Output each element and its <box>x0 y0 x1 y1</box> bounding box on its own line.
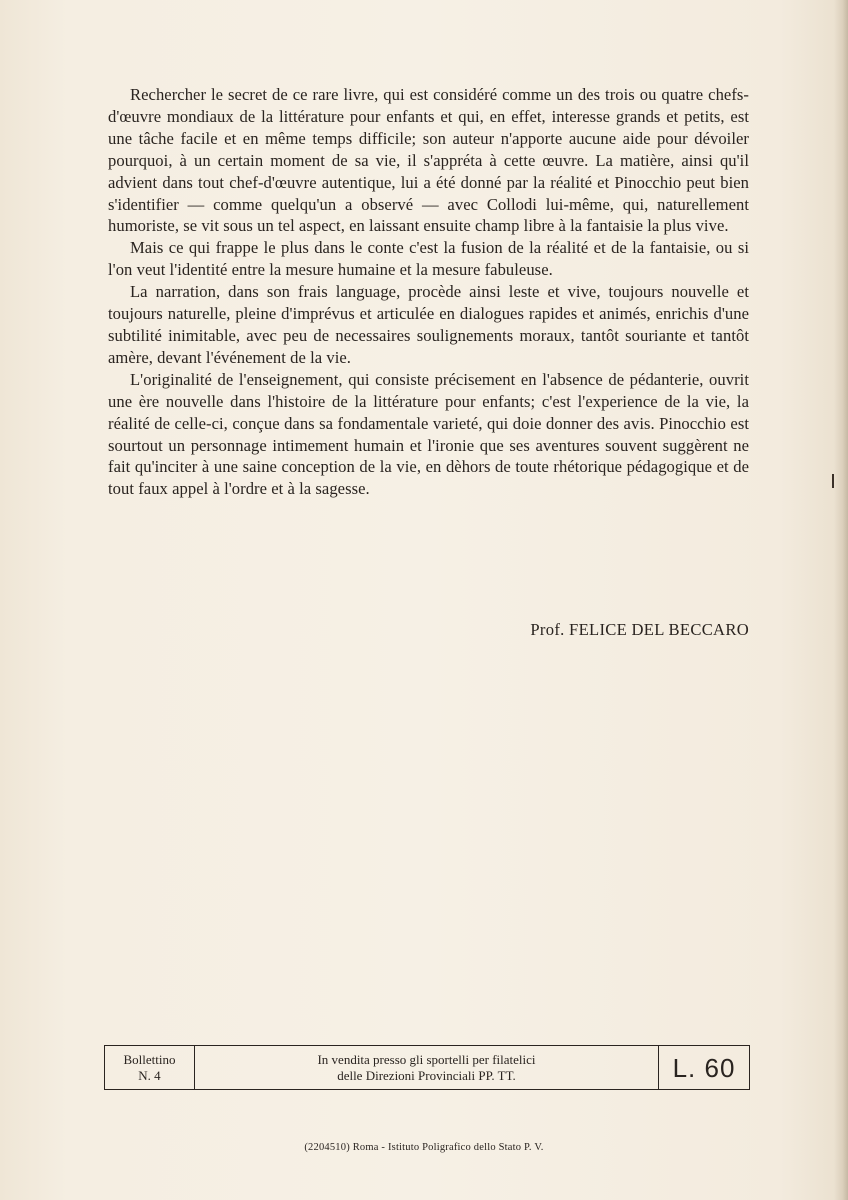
price-cell <box>659 1046 749 1089</box>
paragraph: Rechercher le secret de ce rare livre, qui est considéré comme un des trois ou quatre chefs-d'œuvre mondiaux de la littérature pour enfants et qui, en effet, interesse grands et petits, est une tâche facile et en même temps difficile; son auteur n'apporte aucune aide pour dévoiler pourquoi, à un certain moment de sa vie, il s'appréta à cette œuvre. La matière, ainsi qu'il advient dans tout chef-d'œuvre autentique, lui a été donné par la réalité et Pinocchio peut bien s'identifier — comme quelqu'un a observé — avec Collodi lui-même, qui, naturellement humoriste, se vit sous un tel aspect, en laissant ensuite champ libre à la fantaisie la plus vive. <box>108 85 749 236</box>
bulletin-number-cell <box>105 1046 195 1089</box>
margin-mark <box>832 474 834 488</box>
footer-info-box <box>104 1045 750 1090</box>
price-label: L. 60 <box>672 1052 736 1083</box>
bulletin-label: Bollettino <box>123 1051 176 1067</box>
paragraph: L'originalité de l'enseignement, qui consiste précisement en l'absence de pédanterie, ouvrit une ère nouvelle dans l'histoire de la littérature pour enfants; c'est l'experience de la vie, la réalité de celle-ci, conçue dans sa fondamentale varieté, qui doie donner des avis. Pinocchio est sourtout un personnage intimement humain et l'ironie que ses aventures souvent suggèrent ne fait qu'inciter à une saine conception de la vie, en dèhors de toute rhétorique pédagogique et de tout faux appel à l'ordre et à la sagesse. <box>108 369 749 499</box>
sale-info-line: delle Direzioni Provinciali PP. TT. <box>337 1067 516 1083</box>
printer-imprint: (2204510) Roma - Istituto Poligrafico dello Stato P. V. <box>304 1142 544 1153</box>
author-signature: Prof. FELICE DEL BECCARO <box>530 620 749 639</box>
paragraph: Mais ce qui frappe le plus dans le conte c'est la fusion de la réalité et de la fantaisie, ou si l'on veut l'identité entre la mesure humaine et la mesure fabuleuse. <box>108 238 749 280</box>
sale-info-cell <box>195 1046 659 1089</box>
sale-info-line: In vendita presso gli sportelli per filatelici <box>317 1051 536 1067</box>
paragraph: La narration, dans son frais language, procède ainsi leste et vive, toujours nouvelle et toujours naturelle, pleine d'imprévus et articulée en dialogues rapides et animés, enrichis d'une subtilité inimitable, avec peu de necessaires soulignements moraux, tantôt souriante et tantôt amère, devant l'événement de la vie. <box>108 282 749 367</box>
paper-edge-shadow <box>834 0 848 1200</box>
article-body <box>108 84 749 500</box>
bulletin-number: N. 4 <box>138 1067 161 1083</box>
